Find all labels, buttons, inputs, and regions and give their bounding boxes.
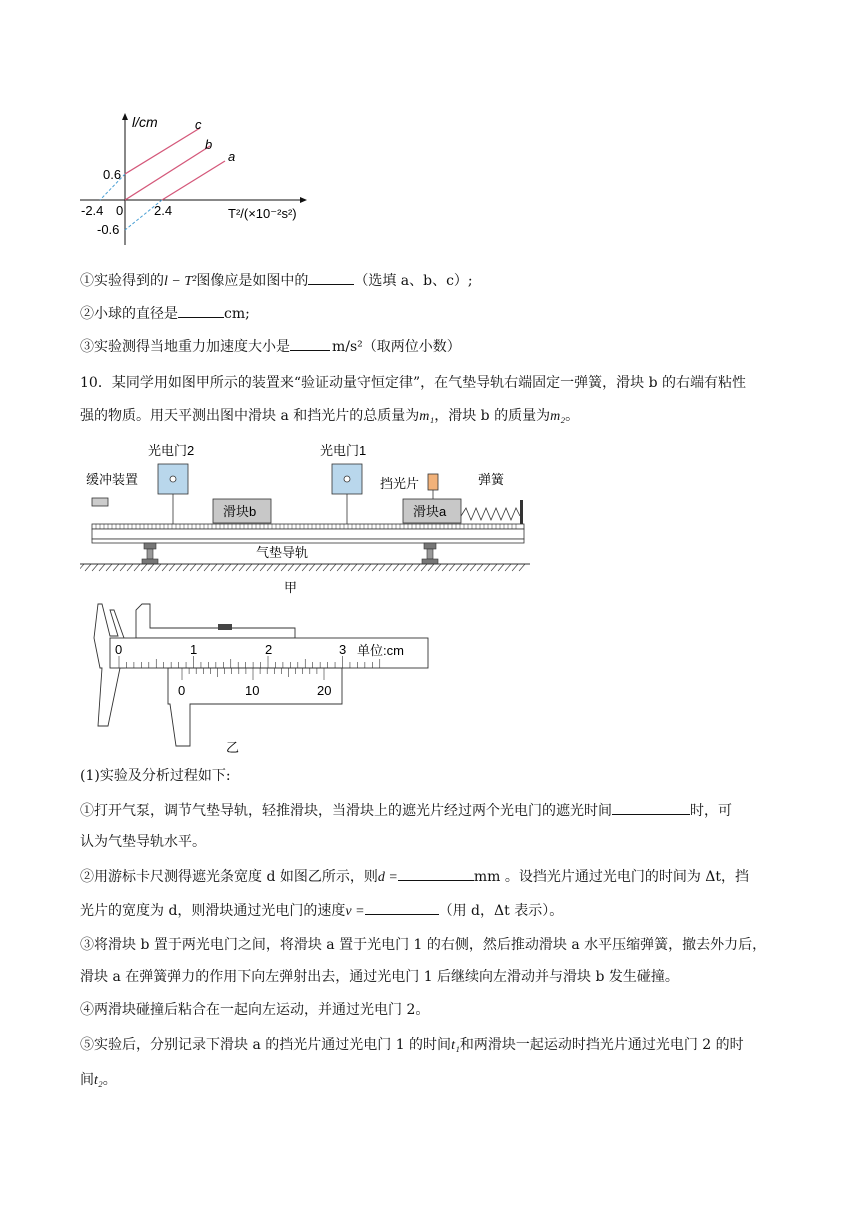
- time-t2: t₂: [94, 1073, 103, 1088]
- ground-hatch-line: [498, 564, 504, 571]
- ground-hatch-line: [358, 564, 364, 571]
- ground-hatch-line: [316, 564, 322, 571]
- ground-hatch-line: [253, 564, 259, 571]
- ground-hatch-line: [309, 564, 315, 571]
- spring-mount: [520, 500, 523, 524]
- line-c-label: c: [195, 117, 202, 132]
- rail-base: [92, 539, 524, 543]
- lock-screw: [218, 624, 232, 630]
- q9-item1-pre: ①实验得到的: [80, 273, 164, 289]
- ground-hatch-line: [246, 564, 252, 571]
- main-tick-2: 2: [265, 642, 273, 657]
- step5-text: ⑤实验后，分别记录下滑块 a 的挡光片通过光电门 1 的时间: [80, 1037, 452, 1053]
- q9-item2-pre: ②小球的直径是: [80, 306, 178, 322]
- ground-hatch-line: [183, 564, 189, 571]
- line-a-label: a: [228, 149, 236, 164]
- answer-blank[interactable]: [398, 866, 474, 881]
- rail-label: 气垫导轨: [256, 545, 309, 560]
- ground-hatch-line: [470, 564, 476, 571]
- l-t2-graph: [75, 105, 335, 255]
- step5-text-cont: 和两滑块一起运动时挡光片通过光电门 2 的时: [459, 1037, 744, 1053]
- q9-item3: [80, 336, 461, 357]
- photogate-2-sensor: [170, 476, 176, 482]
- ground-hatch-line: [99, 564, 105, 571]
- procedure-header: (1)实验及分析过程如下:: [80, 768, 231, 784]
- vernier-tick-0: 0: [178, 683, 186, 698]
- ground-hatch-line: [211, 564, 217, 571]
- ground-hatch-line: [400, 564, 406, 571]
- step3-line2: 滑块 a 在弹簧弹力的作用下向左弹射出去，通过光电门 1 后继续向左滑动并与滑块 b 发生碰撞。: [80, 969, 679, 985]
- ground-hatch-line: [169, 564, 175, 571]
- x-tick-pos: 2.4: [154, 203, 173, 218]
- ground-hatch-line: [407, 564, 413, 571]
- ground-hatch-line: [519, 564, 525, 571]
- ground-hatch-line: [218, 564, 224, 571]
- q10-intro-line1: 10．某同学用如图甲所示的装置来“验证动量守恒定律”，在气垫导轨右端固定一弹簧，滑块 b 的右端有粘性: [80, 375, 746, 391]
- vernier-tick-10: 10: [245, 683, 260, 698]
- step2-v-eq: v =: [345, 904, 365, 919]
- x-tick-neg: -2.4: [81, 203, 104, 218]
- ground-hatch-line: [113, 564, 119, 571]
- ground-hatch-line: [239, 564, 245, 571]
- step2-text-line2: 光片的宽度为 d，则滑块通过光电门的速度: [80, 903, 346, 919]
- x-axis-label: T²/(×10⁻²s²): [228, 206, 297, 221]
- main-tick-1: 1: [190, 642, 198, 657]
- spring-label: 弹簧: [478, 472, 505, 487]
- rail-leg-left-post: [147, 549, 153, 559]
- rail-leg-right-foot: [422, 559, 438, 564]
- main-tick-0: 0: [115, 642, 123, 657]
- y-axis-arrow: [122, 113, 128, 120]
- ground-hatch-line: [92, 564, 98, 571]
- ground-hatch-line: [372, 564, 378, 571]
- y-tick-pos: 0.6: [103, 167, 122, 182]
- ground-hatch-line: [456, 564, 462, 571]
- ground-hatch-line: [393, 564, 399, 571]
- ground-hatch-line: [323, 564, 329, 571]
- apparatus-diagram: [80, 440, 530, 595]
- rail-body: [92, 529, 524, 539]
- rail-leg-left-foot: [142, 559, 158, 564]
- ground-hatch-line: [80, 564, 84, 571]
- q10-intro-mid: ，滑块 b 的质量为: [434, 408, 551, 424]
- q9-item1-expr: l − T²: [164, 274, 197, 289]
- q10-intro-line2: [80, 406, 579, 427]
- ground-hatch-line: [85, 564, 91, 571]
- q9-item2: [80, 303, 250, 324]
- mass-m2: m₂: [550, 409, 566, 424]
- step2-text-end: （用 d，Δt 表示）。: [438, 903, 564, 919]
- q9-item1: [80, 270, 473, 292]
- ground-hatch-line: [421, 564, 427, 571]
- rail-leg-right-post: [427, 549, 433, 559]
- line-b: [125, 146, 210, 200]
- gate2-label: 光电门2: [148, 443, 195, 458]
- step2-text: ②用游标卡尺测得遮光条宽度 d 如图乙所示，则: [80, 869, 378, 885]
- rail-leg-left: [144, 543, 156, 549]
- ground-hatch-line: [505, 564, 511, 571]
- ground-hatch-line: [442, 564, 448, 571]
- answer-blank[interactable]: [178, 303, 224, 318]
- shutter-plate: [428, 474, 438, 490]
- photogate-1-sensor: [344, 476, 350, 482]
- ground-hatch-line: [106, 564, 112, 571]
- ground-hatch-line: [344, 564, 350, 571]
- ground-hatch-line: [148, 564, 154, 571]
- step5-line1: [80, 1035, 744, 1056]
- step1-text: ①打开气泵，调节气垫导轨，轻推滑块，当滑块上的遮光片经过两个光电门的遮光时间: [80, 803, 612, 819]
- shutter-label: 挡光片: [380, 476, 420, 491]
- ground-hatch-line: [134, 564, 140, 571]
- ground-hatch-line: [435, 564, 441, 571]
- line-c: [125, 128, 200, 174]
- answer-blank[interactable]: [365, 900, 439, 915]
- ground-hatch-line: [477, 564, 483, 571]
- time-t1: t₁: [451, 1038, 460, 1053]
- step1-text-cont: 时，可: [690, 803, 732, 819]
- q9-item1-mid: 图像应是如图中的: [196, 273, 309, 289]
- answer-blank[interactable]: [308, 270, 354, 285]
- ground-hatch-line: [484, 564, 490, 571]
- figure-caption-yi: 乙: [226, 740, 240, 755]
- ground-hatch-line: [141, 564, 147, 571]
- ground-hatch-line: [365, 564, 371, 571]
- slider-a-label: 滑块a: [413, 504, 447, 519]
- q10-intro-post: 。: [565, 408, 580, 424]
- ground-hatch-line: [162, 564, 168, 571]
- ground-hatch-line: [225, 564, 231, 571]
- ground-hatch-line: [414, 564, 420, 571]
- step3-line1: ③将滑块 b 置于两光电门之间，将滑块 a 置于光电门 1 的右侧，然后推动滑块 a 水平压缩弹簧，撤去外力后，: [80, 937, 767, 953]
- buffer-label: 缓冲装置: [86, 472, 139, 487]
- ground-hatch-line: [127, 564, 133, 571]
- answer-blank[interactable]: [612, 800, 690, 815]
- step1-line2: 认为气垫导轨水平。: [80, 834, 206, 850]
- ground-hatch-line: [302, 564, 308, 571]
- answer-blank[interactable]: [290, 336, 330, 351]
- line-a: [162, 161, 225, 200]
- q9-item2-post: cm;: [224, 306, 250, 322]
- slider-b-label: 滑块b: [223, 504, 257, 519]
- ground-hatch-line: [176, 564, 182, 571]
- ground-hatch-line: [120, 564, 126, 571]
- step5-text-line2: 间: [80, 1072, 94, 1088]
- x-axis-arrow: [300, 197, 307, 203]
- ground-hatch-line: [232, 564, 238, 571]
- rail-leg-right: [424, 543, 436, 549]
- ground-hatch-line: [260, 564, 266, 571]
- ground-hatch-line: [351, 564, 357, 571]
- ground-hatch-line: [204, 564, 210, 571]
- main-tick-3: 3: [339, 642, 347, 657]
- spring-coil: [461, 508, 520, 520]
- ground-hatch: [80, 564, 525, 571]
- vernier-caliper-diagram: [80, 598, 440, 758]
- step2-text-cont: mm 。设挡光片通过光电门的时间为 Δt，挡: [473, 869, 750, 885]
- ground-hatch-line: [512, 564, 518, 571]
- buffer-block: [92, 498, 108, 506]
- ground-hatch-line: [190, 564, 196, 571]
- step5-text-end: 。: [102, 1072, 117, 1088]
- ground-hatch-line: [330, 564, 336, 571]
- ground-hatch-line: [386, 564, 392, 571]
- ground-hatch-line: [337, 564, 343, 571]
- q9-item3-unit: m/s²: [332, 339, 363, 355]
- ground-hatch-line: [463, 564, 469, 571]
- upper-inner-jaw: [136, 604, 295, 638]
- ground-hatch-line: [449, 564, 455, 571]
- q9-item3-pre: ③实验测得当地重力加速度大小是: [80, 339, 290, 355]
- step2-line2: [80, 900, 563, 922]
- ground-hatch-line: [288, 564, 294, 571]
- origin-label: 0: [116, 203, 124, 218]
- figure-caption-jia: 甲: [284, 580, 298, 595]
- caliper-unit: 单位:cm: [357, 643, 404, 658]
- ground-hatch-line: [267, 564, 273, 571]
- ground-hatch-line: [428, 564, 434, 571]
- ground-hatch-line: [274, 564, 280, 571]
- ground-hatch-line: [491, 564, 497, 571]
- ground-hatch-line: [295, 564, 301, 571]
- ground-hatch-line: [379, 564, 385, 571]
- step5-line2: [80, 1070, 117, 1091]
- vernier-tick-20: 20: [317, 683, 332, 698]
- q9-item3-post: （取两位小数）: [362, 339, 461, 355]
- ground-hatch-line: [155, 564, 161, 571]
- mass-m1: m₁: [419, 409, 435, 424]
- ground-hatch-line: [197, 564, 203, 571]
- q10-intro-pre: 强的物质。用天平测出图中滑块 a 和挡光片的总质量为: [80, 408, 420, 424]
- vernier-slider: [168, 668, 342, 746]
- line-b-label: b: [205, 137, 213, 152]
- y-axis-label: l/cm: [132, 114, 158, 130]
- step2-line1: [80, 866, 749, 888]
- step1-line1: [80, 800, 732, 821]
- step2-d-eq: d =: [377, 870, 398, 885]
- y-tick-neg: -0.6: [97, 222, 120, 237]
- gate1-label: 光电门1: [320, 443, 367, 458]
- q9-item1-post: （选填 a、b、c）;: [354, 273, 473, 289]
- step4: ④两滑块碰撞后粘合在一起向左运动，并通过光电门 2。: [80, 1002, 430, 1018]
- ground-hatch-line: [281, 564, 287, 571]
